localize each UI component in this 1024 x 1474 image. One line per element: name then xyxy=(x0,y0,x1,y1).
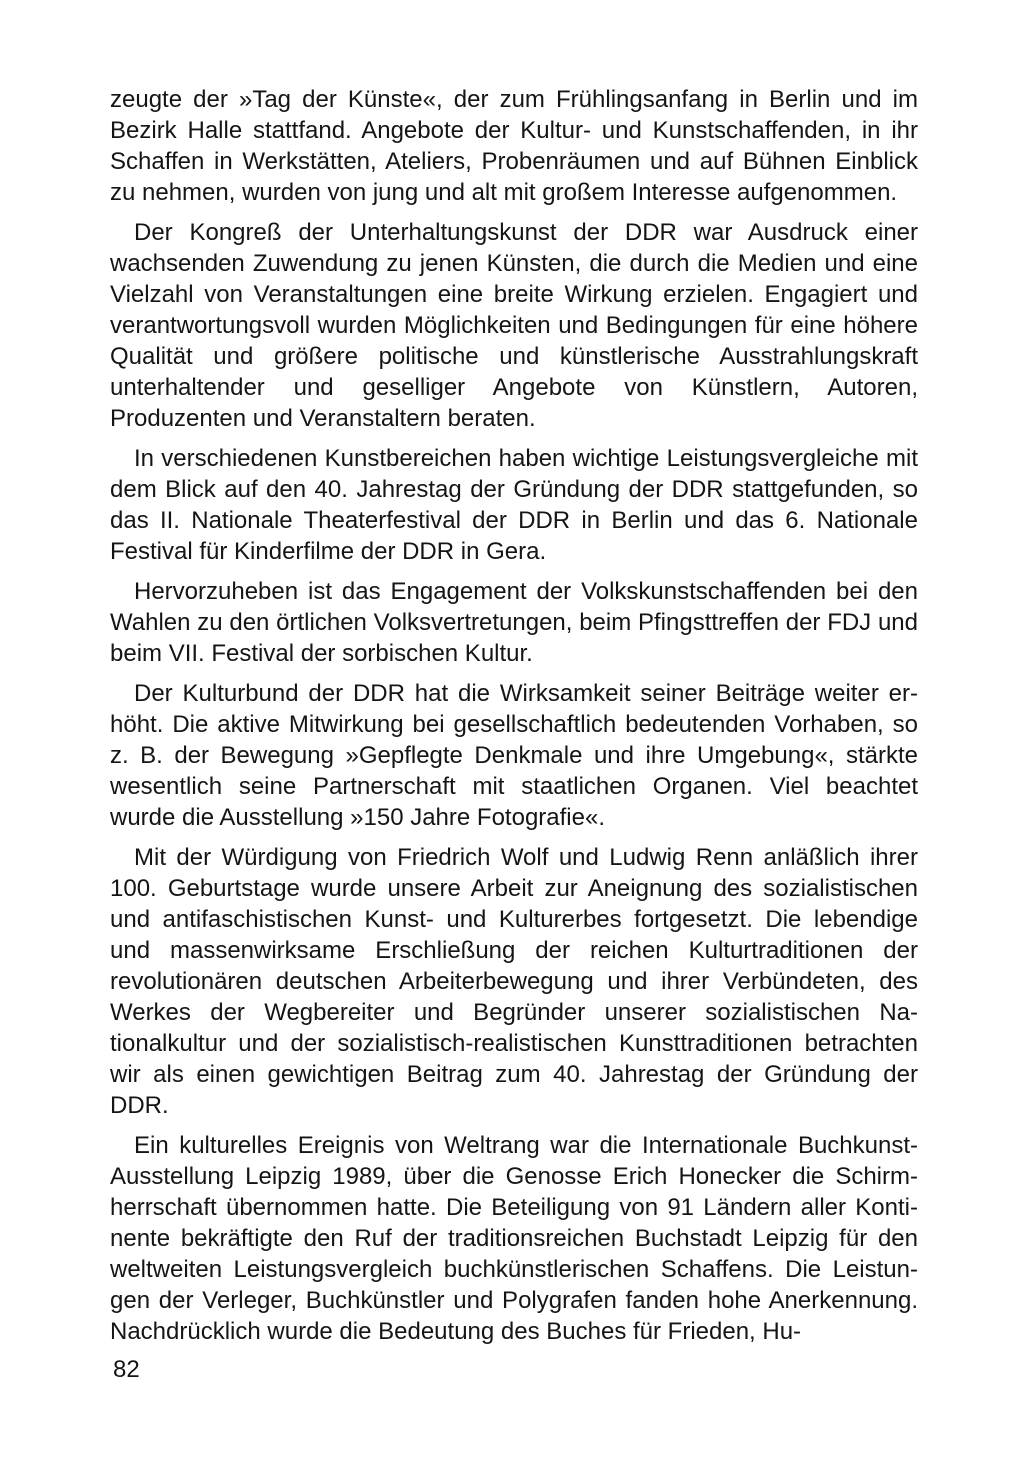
paragraph-5: Der Kulturbund der DDR hat die Wirksamkeit seiner Beiträge weiter erhöht. Die aktive Mitwirkung bei gesellschaftlich bedeutenden Vorhaben, so z. B. der Bewegung »Gepflegte Denkmale und ihre Umgebung«, stärkte wesentlich seine Partnerschaft mit staatlichen Organen. Viel beachtet wurde die Ausstellung »150 Jahre Fotografie«. xyxy=(110,680,918,831)
paragraph-6: Mit der Würdigung von Friedrich Wolf und Ludwig Renn anläßlich ihrer 100. Geburtstage wurde unsere Arbeit zur Aneignung des sozialistischen und antifaschistischen Kunst- und Kulturerbes fortgesetzt. Die lebendige und massenwirksame Erschließung der reichen Kulturtraditionen der revolutionären deutschen Arbeiterbewegung und ihrer Verbündeten, des Werkes der Wegbereiter und Begründer unserer sozialistischen Nationalkultur und der sozialistisch-realistischen Kunsttraditionen betrachten wir als einen gewichtigen Beitrag zum 40. Jahrestag der Gründung der DDR. xyxy=(110,844,918,1119)
paragraph-1: zeugte der »Tag der Künste«, der zum Frühlingsanfang in Berlin und im Bezirk Halle stattfand. Angebote der Kultur- und Kunstschaffenden, in ihr Schaffen in Werkstätten, Ateliers, Probenräumen und auf Bühnen Einblick zu nehmen, wurden von jung und alt mit großem Interesse aufgenommen. xyxy=(110,86,918,206)
paragraph-3: In verschiedenen Kunstbereichen haben wichtige Leistungsvergleiche mit dem Blick auf den 40. Jahrestag der Gründung der DDR stattgefunden, so das II. Nationale Theaterfestival der DDR in Berlin und das 6. Nationale Festival für Kinderfilme der DDR in Gera. xyxy=(110,445,918,565)
paragraph-7: Ein kulturelles Ereignis von Weltrang war die Internationale Buchkunst-Ausstellung Leipzig 1989, über die Genosse Erich Honecker die Schirmherrschaft übernommen hatte. Die Beteiligung von 91 Ländern aller Kontinente bekräftigte den Ruf der traditionsreichen Buchstadt Leipzig für den weltweiten Leistungsvergleich buchkünstlerischen Schaffens. Die Leistungen der Verleger, Buchkünstler und Polygrafen fanden hohe Anerkennung. Nachdrücklich wurde die Bedeutung des Buches für Frieden, Hu- xyxy=(110,1132,918,1345)
paragraph-2: Der Kongreß der Unterhaltungskunst der DDR war Ausdruck einer wachsenden Zuwendung zu jenen Künsten, die durch die Medien und eine Vielzahl von Veranstaltungen eine breite Wirkung erzielen. Engagiert und verantwortungsvoll wurden Möglichkeiten und Bedingungen für eine höhere Qualität und größere politische und künstlerische Ausstrahlungskraft unterhaltender und geselliger Angebote von Künstlern, Autoren, Produzenten und Veranstaltern beraten. xyxy=(110,219,918,432)
page-number: 82 xyxy=(113,1356,140,1383)
paragraph-4: Hervorzuheben ist das Engagement der Volkskunstschaffenden bei den Wahlen zu den örtlichen Volksvertretungen, beim Pfingsttreffen der FDJ und beim VII. Festival der sorbischen Kultur. xyxy=(110,578,918,667)
page-body xyxy=(110,84,918,1356)
